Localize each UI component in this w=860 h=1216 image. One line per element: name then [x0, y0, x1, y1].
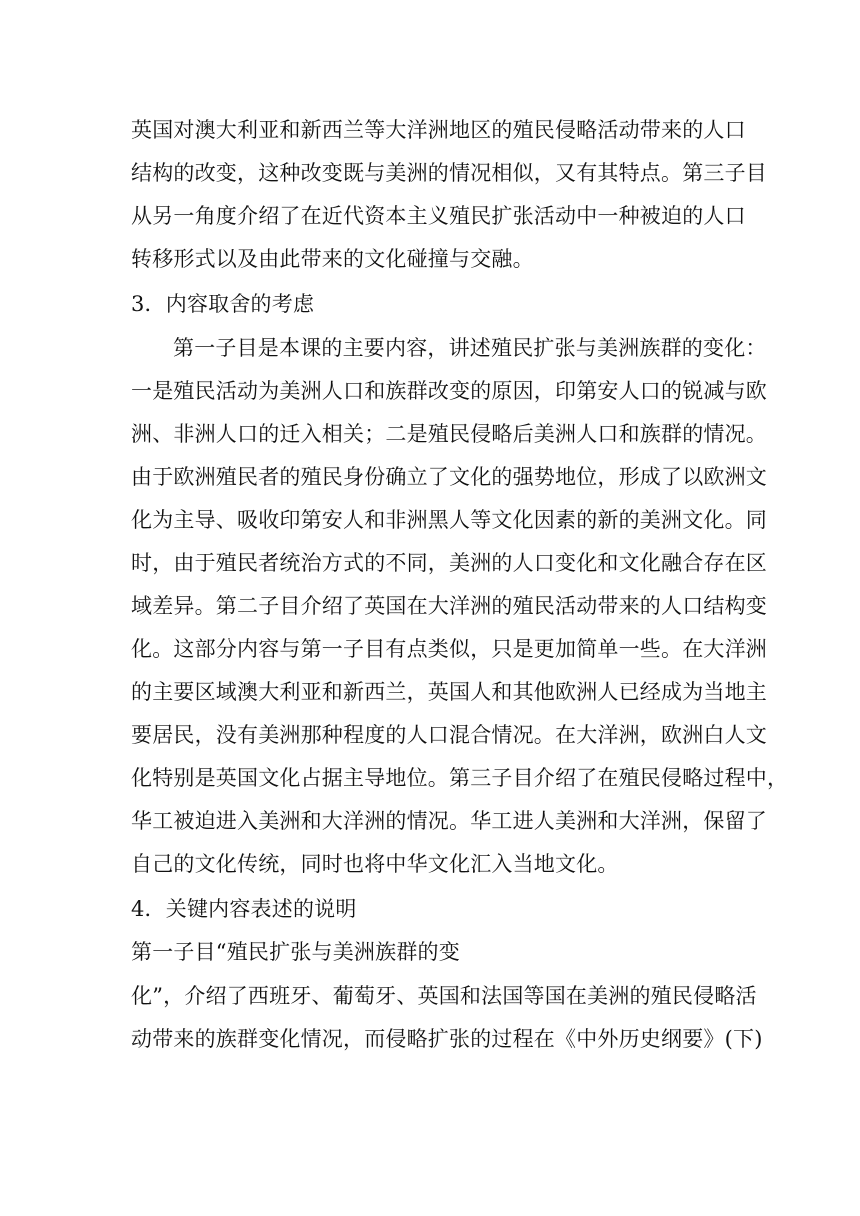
paragraph-line: 时，由于殖民者统治方式的不同，美洲的人口变化和文化融合存在区 [131, 551, 767, 575]
paragraph-line: 结构的改变，这种改变既与美洲的情况相似，又有其特点。第三子目 [131, 161, 767, 185]
paragraph-line: 域差异。第二子目介绍了英国在大洋洲的殖民活动带来的人口结构变 [131, 594, 767, 618]
paragraph-line: 第一子目是本课的主要内容，讲述殖民扩张与美洲族群的变化： [173, 336, 767, 360]
section-heading-4: 4．关键内容表述的说明 [131, 897, 357, 921]
paragraph-line: 由于欧洲殖民者的殖民身份确立了文化的强势地位，形成了以欧洲文 [131, 465, 767, 489]
paragraph-line: 要居民，没有美洲那种程度的人口混合情况。在大洋洲，欧洲白人文 [131, 723, 767, 747]
paragraph-line: 化为主导、吸收印第安人和非洲黑人等文化因素的新的美洲文化。同 [131, 508, 767, 532]
paragraph-line: 自己的文化传统，同时也将中华文化汇入当地文化。 [131, 852, 619, 876]
paragraph-line: 化。这部分内容与第一子目有点类似，只是更加简单一些。在大洋洲 [131, 637, 767, 661]
paragraph-line: 一是殖民活动为美洲人口和族群改变的原因，印第安人口的锐减与欧 [131, 379, 767, 403]
paragraph-line: 化”，介绍了西班牙、葡萄牙、英国和法国等国在美洲的殖民侵略活 [131, 984, 757, 1008]
paragraph-line: 化特别是英国文化占据主导地位。第三子目介绍了在殖民侵略过程中， [131, 766, 789, 790]
paragraph-line: 的主要区域澳大利亚和新西兰，英国人和其他欧洲人已经成为当地主 [131, 680, 767, 704]
paragraph-line: 从另一角度介绍了在近代资本主义殖民扩张活动中一种被迫的人口 [131, 204, 746, 228]
paragraph-line: 转移形式以及由此带来的文化碰撞与交融。 [131, 247, 534, 271]
paragraph-line: 英国对澳大利亚和新西兰等大洋洲地区的殖民侵略活动带来的人口 [131, 118, 746, 142]
paragraph-line: 华工被迫进入美洲和大洋洲的情况。华工进人美洲和大洋洲，保留了 [131, 809, 767, 833]
paragraph-line: 动带来的族群变化情况，而侵略扩张的过程在《中外历史纲要》(下) [131, 1027, 763, 1051]
paragraph-line: 第一子目“殖民扩张与美洲族群的变 [131, 940, 460, 964]
paragraph-line: 洲、非洲人口的迁入相关；二是殖民侵略后美洲人口和族群的情况。 [131, 422, 767, 446]
section-heading-3: 3．内容取舍的考虑 [131, 292, 315, 316]
